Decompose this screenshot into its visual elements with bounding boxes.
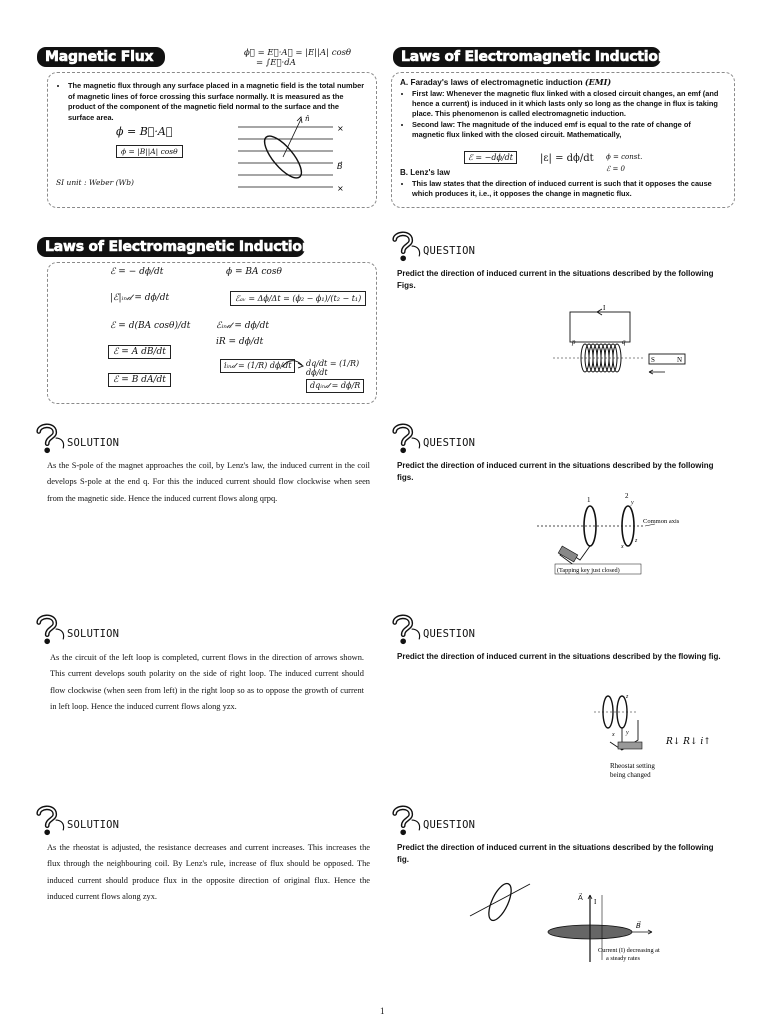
question-text-4: Predict the direction of induced current in the situations described by the following fig. <box>397 843 714 864</box>
faraday-laws <box>402 89 724 140</box>
first-law: • First law: Whenever the magnetic flux linked with a closed circuit changes, an emf (and hence a current) is induced in it which lasts only so long as the change in flux is taking place. This phenomenon is called electromagnetic induction. <box>412 89 724 120</box>
eq-4: ℰₐᵥ = Δϕ/Δt = (ϕ₂ − ϕ₁)/(t₂ − t₁) <box>230 291 366 306</box>
banner-title: Magnetic Flux <box>45 49 154 65</box>
emi-equations-box <box>47 262 377 404</box>
eq-12: dqᵢₙ𝒹 = dϕ/R <box>306 379 364 393</box>
eq-9: iᵢₙ𝒹 = (1/R) dϕ/dt <box>220 359 295 373</box>
question-icon <box>391 804 421 838</box>
svg-text:×: × <box>337 124 344 133</box>
page-number: 1 <box>380 1006 385 1016</box>
question-heading-3: QUESTION <box>391 613 475 647</box>
emi-banner-top <box>393 47 668 67</box>
question-heading-4: QUESTION <box>391 804 475 838</box>
svg-text:z: z <box>626 694 629 700</box>
solution-heading-2: SOLUTION <box>35 613 119 647</box>
lenz-law: • This law states that the direction of induced current is such that it opposes the cause which produces it, i.e., it opposes the change in magnetic flux. <box>402 179 724 199</box>
svg-text:x: x <box>612 732 615 738</box>
svg-text:Rheostat setting: Rheostat setting <box>610 762 655 770</box>
flux-formula-boxed: ϕ = |B||A| cosθ <box>116 145 183 158</box>
question-icon <box>35 613 65 647</box>
question-text-1: Predict the direction of induced current in the situations described by the following Figs. <box>397 269 714 290</box>
emi-laws-box <box>391 72 735 208</box>
arrow-icon <box>280 359 306 371</box>
question-figure-1 <box>545 300 695 380</box>
solution-text-2: As the circuit of the left loop is completed, current flows in the direction of arrows shown. This current develops south polarity on the side of right loop. The induced current should flow clockwise (when seen from left) in the right loop so as to oppose the growth of current in left loop. Hence the induced current flows along yzx. <box>50 653 364 712</box>
magnetic-flux-banner <box>37 47 165 67</box>
question-heading-1: QUESTION <box>391 230 475 264</box>
question-figure-3 <box>590 690 730 782</box>
question-figure-4-loop <box>465 876 535 926</box>
eq-3: |ℰ|ᵢₙ𝒹 = dϕ/dt <box>110 293 170 303</box>
eq-10: dq/dt = (1/R) dϕ/dt <box>306 359 360 377</box>
eq-note-1: ϕ = const. <box>606 153 643 161</box>
emi-banner-mid <box>37 237 312 257</box>
svg-text:B⃗: B⃗ <box>636 922 641 930</box>
question-text-3: Predict the direction of induced current in the situations described by the flowing fig. <box>397 652 721 661</box>
svg-text:y: y <box>631 500 634 506</box>
eq-11: ℰ = B dA/dt <box>108 373 171 387</box>
svg-text:p: p <box>572 338 576 346</box>
svg-text:q: q <box>622 338 626 346</box>
eq-8: ℰ = A dB/dt <box>108 345 171 359</box>
eq-1: ℰ = − dϕ/dt <box>110 267 164 277</box>
eq-2: ϕ = BA cosθ <box>226 267 282 277</box>
flux-formula: ϕ = B⃗·A⃗ <box>116 125 173 138</box>
question-heading-2: QUESTION <box>391 422 475 456</box>
si-unit: SI unit : Weber (Wb) <box>56 178 134 187</box>
svg-text:1: 1 <box>587 496 591 504</box>
svg-text:B⃗: B⃗ <box>337 162 343 171</box>
svg-text:Common axis: Common axis <box>643 518 680 525</box>
question-icon <box>35 422 65 456</box>
question-icon <box>35 804 65 838</box>
question-text-2: Predict the direction of induced current in the situations described by the following figs. <box>397 461 714 482</box>
svg-text:S: S <box>651 356 655 364</box>
question-figure-4 <box>540 890 700 970</box>
svg-text:being changed: being changed <box>610 771 651 779</box>
faraday-heading: A. Faraday's laws of electromagnetic induction (EMI) <box>400 77 612 87</box>
banner-title: Laws of Electromagnetic Induction <box>45 239 312 255</box>
magnetic-flux-box <box>47 72 377 208</box>
lenz-heading: B. Lenz's law <box>400 168 450 177</box>
eq-faraday-main: |ε| = dϕ/dt <box>540 153 594 164</box>
svg-text:n̂: n̂ <box>305 115 310 123</box>
question-icon <box>391 230 421 264</box>
svg-text:×: × <box>337 184 344 193</box>
question-figure-2 <box>535 490 705 580</box>
svg-text:I: I <box>594 898 597 906</box>
question-icon <box>391 422 421 456</box>
svg-text:2: 2 <box>625 492 629 500</box>
solution-text-1: As the S-pole of the magnet approaches the coil, by Lenz's law, the induced current in the coil develops S-pole at the end q. For this the induced current should flow clockwise when seen from the magnetic side. Hence the induced current flows along qrpq. <box>47 461 370 503</box>
solution-heading-3: SOLUTION <box>35 804 119 838</box>
svg-text:N: N <box>677 356 683 364</box>
solution-heading-1: SOLUTION <box>35 422 119 456</box>
flux-header-formula: ϕ꜀ = E⃗·A⃗ = |E||A| cosθ = ∫E⃗·dA <box>244 48 352 68</box>
solution-text-3: As the rheostat is adjusted, the resistance decreases and current increases. This increases the flux through the neighbouring coil. By Lenz's rule, increase of flux should be opposed. The induced current should produce flux in the opposite direction of original flux. Hence the induced current flows along zyx. <box>47 843 370 902</box>
svg-text:A⃗: A⃗ <box>578 894 583 902</box>
eq-note-2: ℰ = 0 <box>606 165 626 173</box>
flux-definition: • The magnetic flux through any surface placed in a magnetic field is the total number of magnetic lines of force crossing this surface normally. It is measured as the product of the component of the magnetic field normal to the surface and the surface area. <box>58 81 366 123</box>
svg-text:(Tapping key just closed): (Tapping key just closed) <box>557 567 620 574</box>
svg-text:x: x <box>621 544 624 550</box>
svg-text:y: y <box>626 730 629 736</box>
second-law: • Second law: The magnitude of the induced emf is equal to the rate of change of magnetic flux linked with the closed circuit. Mathematically, <box>412 120 724 140</box>
svg-text:a steady rates: a steady rates <box>606 955 640 962</box>
question-icon <box>391 613 421 647</box>
svg-text:I: I <box>603 304 606 312</box>
flux-diagram <box>233 111 363 203</box>
eq-6: ℰᵢₙ𝒹 = dϕ/dt <box>216 321 270 331</box>
eq-faraday-boxed: ℰ = −dϕ/dt <box>464 151 517 164</box>
svg-text:Current (I) decreasing at: Current (I) decreasing at <box>598 947 660 954</box>
eq-7: iR = dϕ/dt <box>216 337 264 347</box>
svg-text:z: z <box>635 538 638 544</box>
banner-title: Laws of Electromagnetic Induction <box>401 49 668 65</box>
svg-text:R↓ R↓ i↑: R↓ R↓ i↑ <box>666 737 711 747</box>
eq-5: ℰ = d(BA cosθ)/dt <box>110 321 191 331</box>
